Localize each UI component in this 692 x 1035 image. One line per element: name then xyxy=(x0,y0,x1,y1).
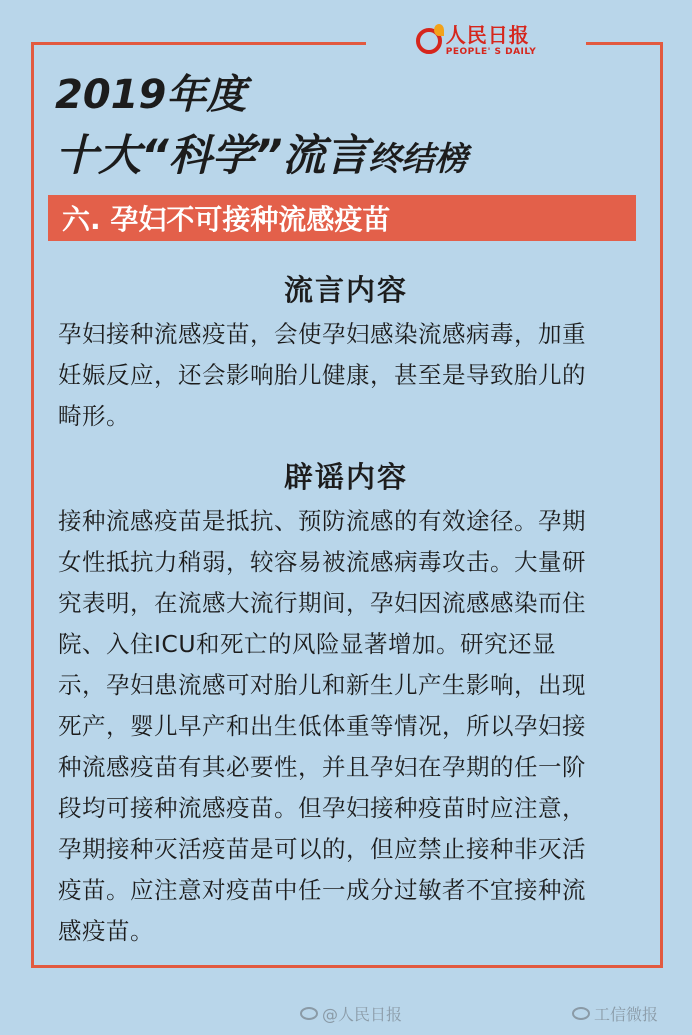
debunk-line: 种流感疫苗有其必要性，并且孕妇在孕期的任一阶 xyxy=(58,753,586,781)
rumor-line: 畸形。 xyxy=(58,402,130,430)
debunk-line: 女性抵抗力稍弱，较容易被流感病毒攻击。大量研 xyxy=(58,548,586,576)
item-banner-text: 六. 孕妇不可接种流感疫苗 xyxy=(62,203,391,236)
debunk-line: 感疫苗。 xyxy=(58,917,154,945)
debunk-line: 院、入住ICU和死亡的风险显著增加。研究还显 xyxy=(58,630,557,658)
debunk-line: 究表明，在流感大流行期间，孕妇因流感感染而住 xyxy=(58,589,586,617)
rumor-paragraph xyxy=(58,314,638,437)
rumor-heading: 流言内容 xyxy=(283,273,408,307)
debunk-line: 示，孕妇患流感可对胎儿和新生儿产生影响，出现 xyxy=(58,671,586,699)
year-line: 2019年度 xyxy=(55,72,247,118)
peoples-daily-logo xyxy=(366,16,586,66)
logo-name-en: PEOPLE' S DAILY xyxy=(445,47,537,57)
watermark-right xyxy=(572,1002,658,1025)
logo-name-cn: 人民日报 xyxy=(445,23,530,47)
debunk-line: 死产，婴儿早产和出生低体重等情况，所以孕妇接 xyxy=(58,712,586,740)
rumor-line: 孕妇接种流感疫苗，会使孕妇感染流感病毒，加重 xyxy=(58,320,586,348)
debunk-line: 疫苗。应注意对疫苗中任一成分过敏者不宜接种流 xyxy=(58,876,586,904)
debunk-paragraph xyxy=(58,501,638,952)
title-prefix: 十大“科学”流言 xyxy=(55,131,369,181)
watermark-left-text: @人民日报 xyxy=(322,1005,403,1024)
logo-text xyxy=(446,25,537,57)
debunk-line: 接种流感疫苗是抵抗、预防流感的有效途径。孕期 xyxy=(58,507,586,535)
watermark-left xyxy=(300,1002,402,1025)
watermark-right-text: 工信微报 xyxy=(594,1005,659,1024)
weibo-icon xyxy=(300,1007,318,1020)
title-suffix: 终结榜 xyxy=(368,139,468,178)
debunk-line: 段均可接种流感疫苗。但孕妇接种疫苗时应注意， xyxy=(58,794,586,822)
item-banner xyxy=(48,195,636,241)
page-title xyxy=(55,122,467,183)
weibo-icon xyxy=(572,1007,590,1020)
rumor-line: 妊娠反应，还会影响胎儿健康，甚至是导致胎儿的 xyxy=(58,361,586,389)
debunk-heading: 辟谣内容 xyxy=(283,460,408,494)
debunk-line: 孕期接种灭活疫苗是可以的，但应禁止接种非灭活 xyxy=(58,835,586,863)
peoples-daily-mark-icon xyxy=(416,28,442,54)
